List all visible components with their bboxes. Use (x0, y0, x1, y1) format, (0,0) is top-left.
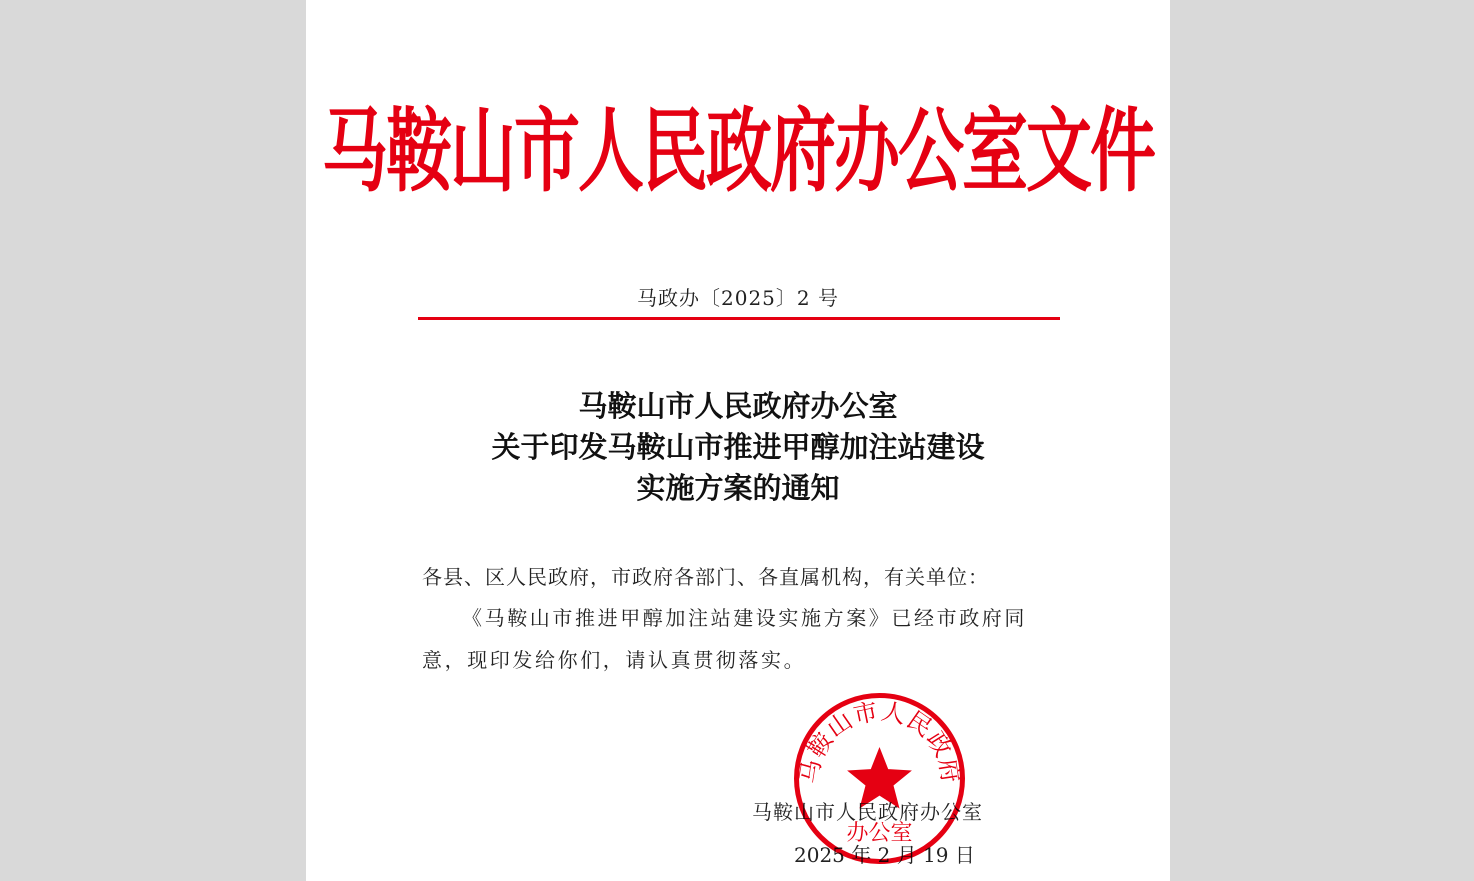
salutation: 各县、区人民政府，市政府各部门、各直属机构，有关单位： (422, 565, 989, 589)
red-divider-line (418, 317, 1060, 320)
seal-bottom-text: 办公室 (846, 821, 913, 846)
document-page (306, 0, 1170, 881)
title-line-2: 关于印发马鞍山市推进甲醇加注站建设 (491, 430, 985, 464)
seal-arc-text: 马鞍山市人民政府 (795, 697, 965, 786)
document-title (306, 386, 1170, 509)
issue-date: 2025 年 2 月 19 日 (794, 843, 975, 867)
title-line-3: 实施方案的通知 (636, 471, 840, 505)
issuer-signature: 马鞍山市人民政府办公室 (752, 800, 983, 824)
masthead-title: 马鞍山市人民政府办公室文件 (322, 96, 1154, 205)
star-icon (847, 747, 912, 809)
official-seal (793, 692, 966, 865)
title-line-1: 马鞍山市人民政府办公室 (578, 389, 898, 423)
body-paragraph: 《马鞍山市推进甲醇加注站建设实施方案》已经市政府同意，现印发给你们，请认真贯彻落实。 (422, 606, 1027, 672)
document-number: 马政办〔2025〕2 号 (637, 286, 839, 310)
